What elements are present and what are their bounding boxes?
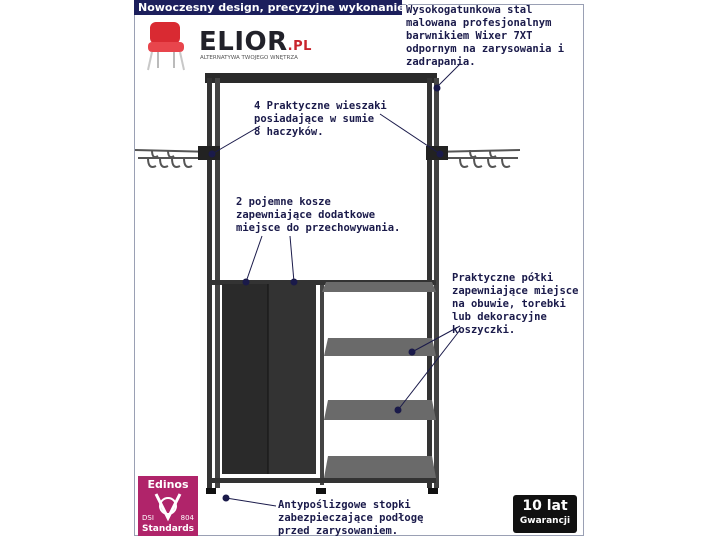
foot-right [428,488,438,494]
foot-middle [316,488,326,494]
edinos-badge: Edinos DSI 804 Standards [138,476,198,536]
top-rail [205,73,437,83]
note-baskets: 2 pojemne kosze zapewniające dodatkowe miejsce do przechowywania. [236,196,401,234]
note-hangers: 4 Praktyczne wieszaki posiadające w sumie 8 haczyków. [254,100,387,138]
shelves [322,282,436,478]
warranty-badge: 10 lat Gwarancji [513,495,577,533]
note-steel: Wysokogatunkowa stal malowana profesjonalnym barwnikiem Wixer 7XT odpornym na zarysowania i zadrapania. [406,4,565,68]
basket-left [222,284,268,474]
note-shelves: Praktyczne półki zapewniające miejsce na obuwie, torebki lub dekoracyjne koszyczki. [452,272,579,336]
basket-right [268,284,316,474]
upright-middle [320,280,324,485]
brand-tagline: ALTERNATYWA TWOJEGO WNĘTRZA [200,55,298,61]
foot-left [206,488,216,494]
note-feet: Antypoślizgowe stopki zabezpieczające podłogę przed zarysowaniem. [278,499,424,537]
brand-name: ELIOR.PL [199,27,312,57]
top-banner: Nowoczesny design, precyzyjne wykonanie! [134,0,402,15]
